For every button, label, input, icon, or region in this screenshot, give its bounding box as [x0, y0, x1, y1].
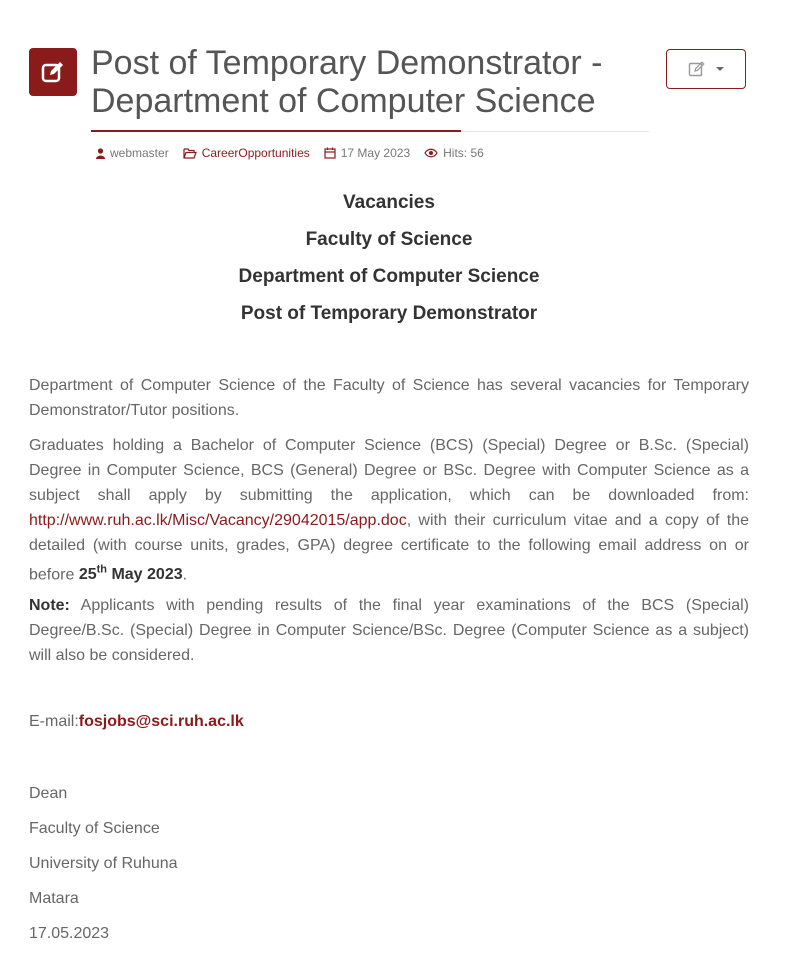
email-address: fosjobs@sci.ruh.ac.lk	[78, 713, 244, 730]
requirements-text: Graduates holding a Bachelor of Computer Science (BCS) (Special) Degree or B.Sc. (Special) Degree in Computer Science, BCS (General) Degree or BSc. Degree with Computer Science as a subject shall apply by submitting the application, which can be downloaded from:	[29, 437, 749, 504]
application-form-link[interactable]: http://www.ruh.ac.lk/Misc/Vacancy/29042015/app.doc	[29, 512, 407, 529]
edit-dropdown-button[interactable]	[666, 49, 746, 89]
hits-count: 56	[470, 146, 484, 160]
note-label: Note:	[29, 597, 70, 614]
requirements-text-2: , with their curriculum vitae and a copy of the detailed (with course units, grades, GPA) degree certificate to the following email address on or before	[29, 512, 749, 584]
meta-category	[183, 146, 310, 160]
edit-icon	[688, 60, 706, 78]
requirements-paragraph	[29, 433, 749, 587]
vacancy-headings	[29, 188, 749, 336]
signature-dean: Dean	[29, 785, 68, 802]
signature-university: University of Ruhuna	[29, 855, 178, 872]
meta-hits	[424, 146, 484, 160]
category-link[interactable]: CareerOpportunities	[201, 146, 310, 160]
article-edit-icon-box	[29, 48, 77, 96]
deadline-month-year: May 2023	[107, 566, 183, 584]
chevron-down-icon	[716, 67, 724, 71]
signature-faculty: Faculty of Science	[29, 820, 160, 837]
edit-icon	[40, 59, 66, 85]
signature-date: 17.05.2023	[29, 925, 110, 942]
publish-date: 17 May 2023	[340, 146, 411, 160]
page-title: Post of Temporary Demonstrator - Department of Computer Science	[91, 44, 603, 120]
heading-faculty: Faculty of Science	[305, 229, 473, 250]
eye-icon	[424, 148, 438, 158]
signature-city: Matara	[29, 890, 79, 907]
deadline-suffix: th	[96, 564, 107, 576]
email-label: E-mail:	[29, 713, 79, 730]
meta-author	[96, 146, 169, 160]
title-accent-bar	[91, 130, 461, 132]
note-text: Applicants with pending results of the final year examinations of the BCS (Special) Degree/B.Sc. (Special) Degree in Computer Science/BSc. Degree (Computer Science as a subject) will also be considered.	[29, 597, 749, 664]
deadline-date	[79, 566, 183, 583]
meta-date	[324, 146, 410, 160]
hits-label: Hits:	[443, 146, 468, 160]
note-paragraph	[29, 593, 749, 668]
user-icon	[96, 148, 105, 159]
heading-department: Department of Computer Science	[238, 266, 540, 287]
intro-paragraph: Department of Computer Science of the Faculty of Science has several vacancies for Temporary Demonstrator/Tutor positions.	[29, 377, 749, 419]
deadline-day: 25	[78, 566, 97, 584]
email-line	[29, 713, 244, 731]
article-meta	[96, 146, 498, 160]
author-name: webmaster	[110, 146, 169, 160]
calendar-icon	[324, 147, 336, 159]
heading-vacancies: Vacancies	[343, 192, 435, 213]
heading-post: Post of Temporary Demonstrator	[240, 303, 538, 324]
folder-open-icon	[183, 148, 197, 159]
sentence-end: .	[182, 566, 188, 584]
